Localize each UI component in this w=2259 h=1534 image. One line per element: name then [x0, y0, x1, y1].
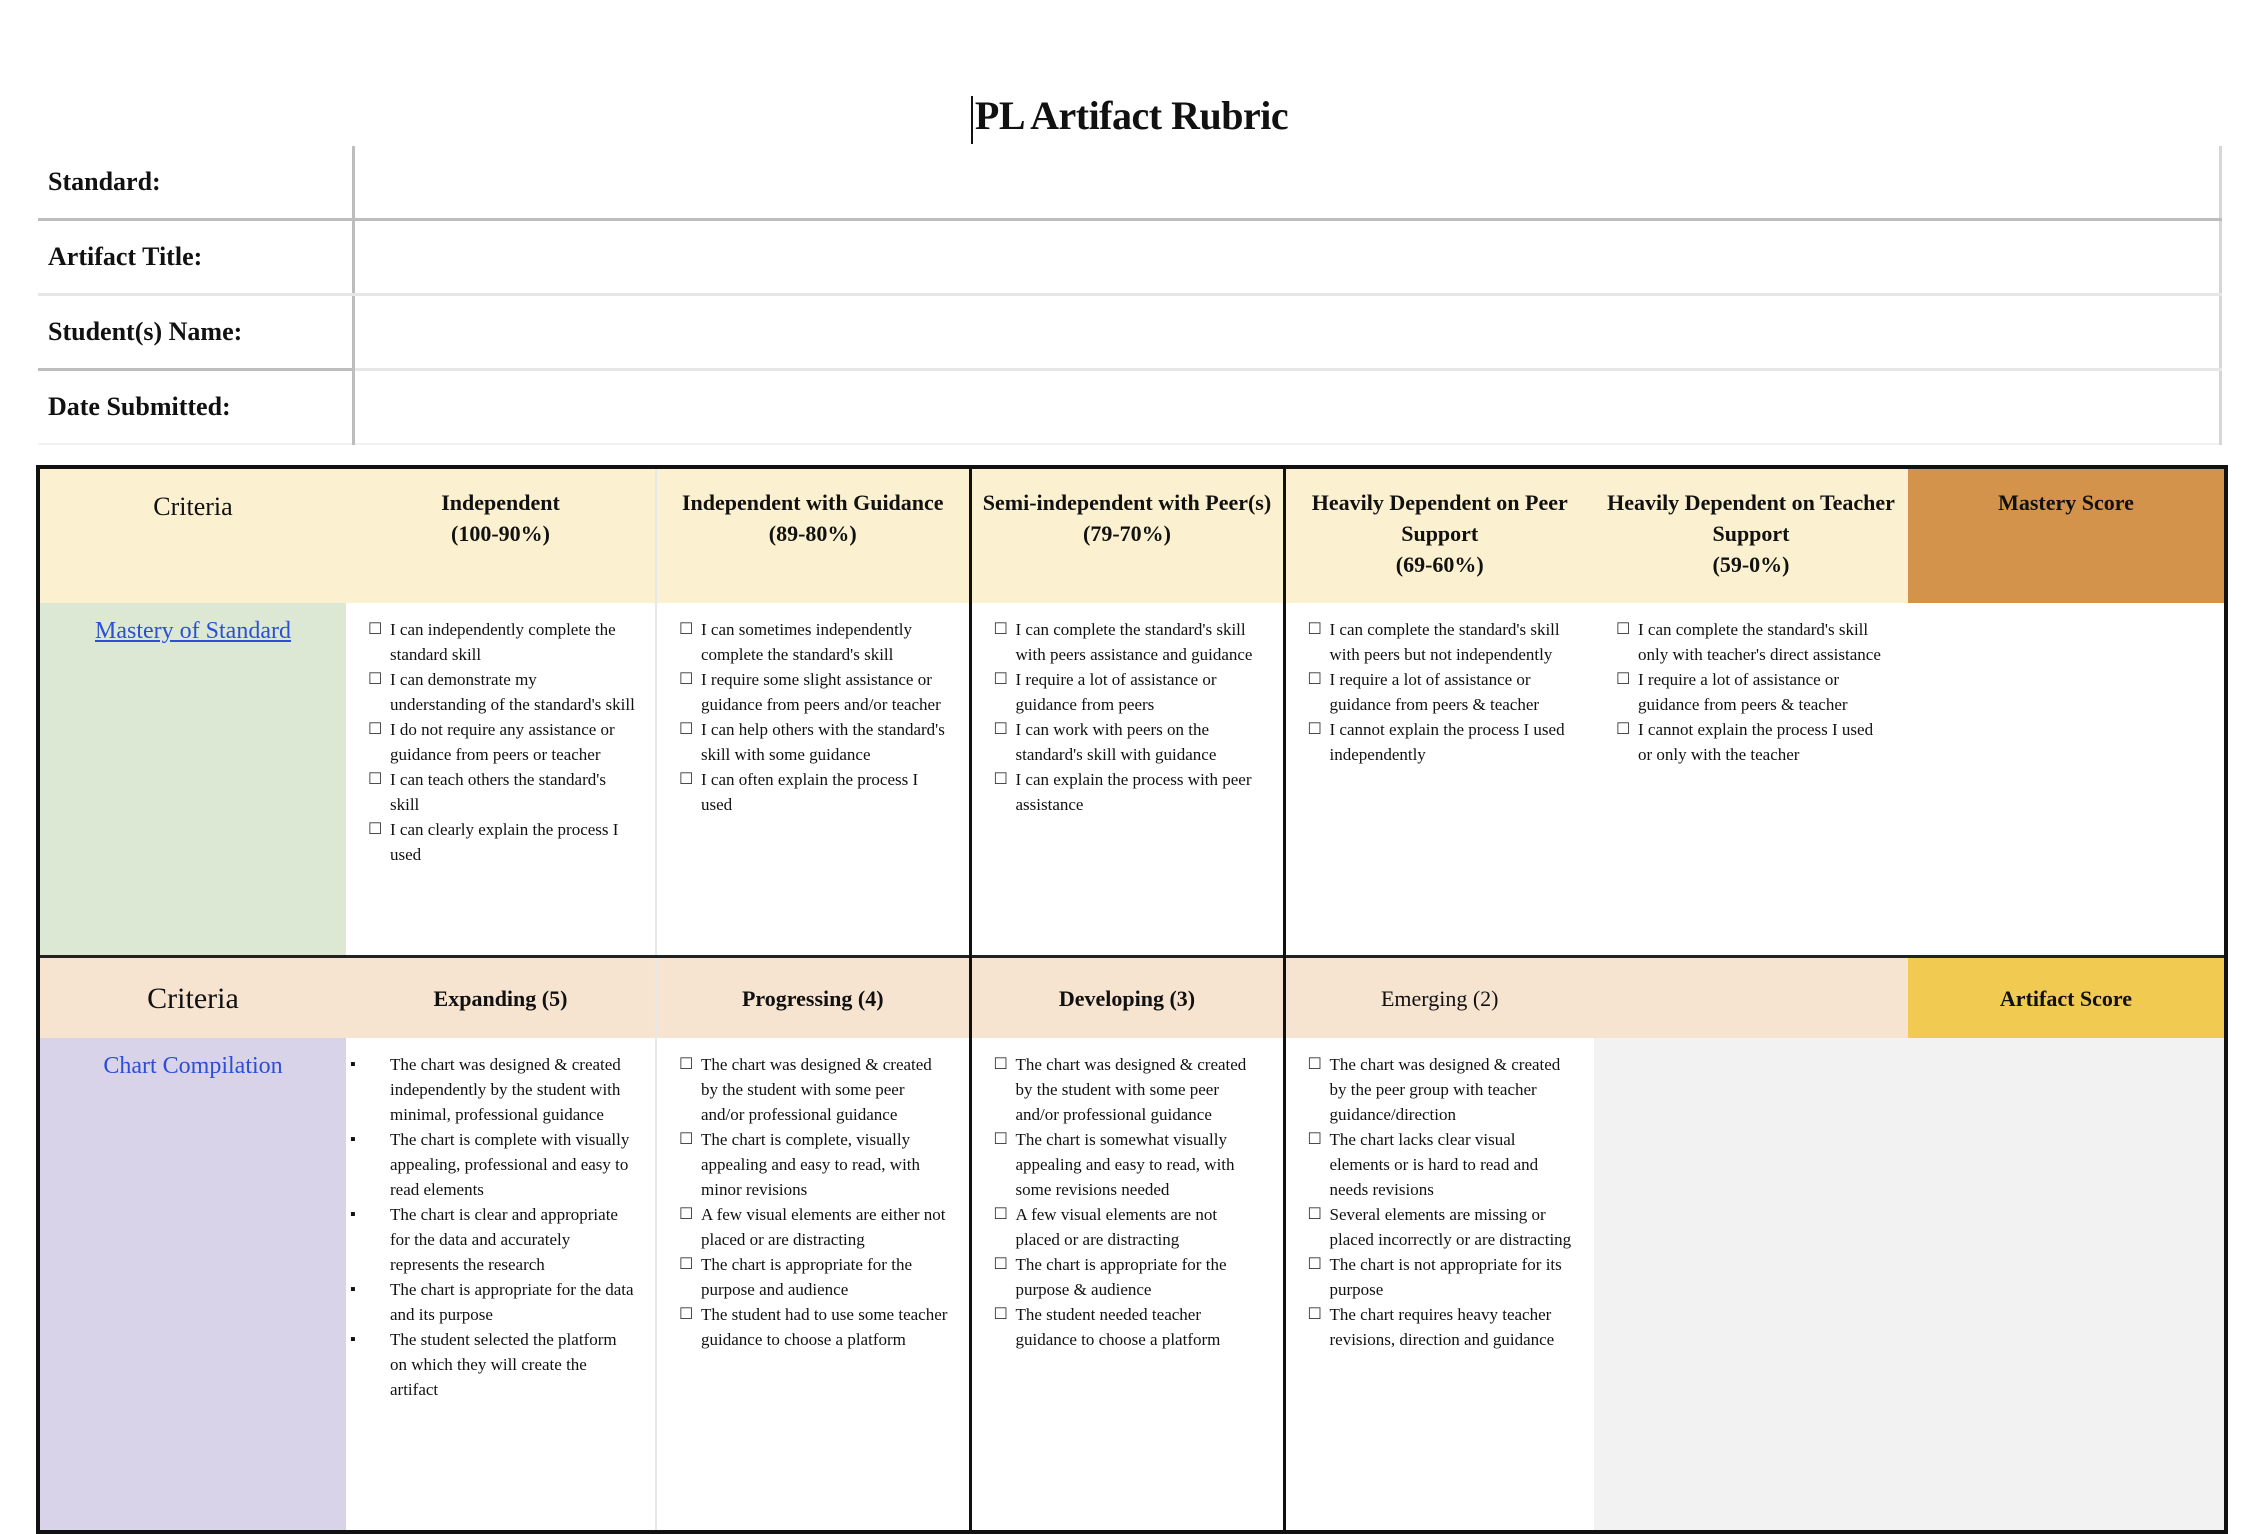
checklist-item[interactable]: ☐ The chart was designed & created by the student with some peer and/or professional guidance: [994, 1052, 1265, 1127]
level-header-progressing: Progressing (4): [656, 957, 970, 1039]
checklist-item[interactable]: ☐ The chart is not appropriate for its purpose: [1308, 1252, 1577, 1302]
descriptor-cell: [1284, 603, 1594, 957]
level-range: (69-60%): [1395, 552, 1484, 577]
date-submitted-label: Date Submitted:: [38, 370, 354, 445]
checklist-item[interactable]: ☐ The chart is complete, visually appealing and easy to read, with minor revisions: [679, 1127, 951, 1202]
level-name: Heavily Dependent on Peer Support: [1311, 490, 1568, 546]
checklist-item[interactable]: ☐ I cannot explain the process I used independently: [1308, 717, 1577, 767]
checklist-item[interactable]: ☐ The chart is appropriate for the purpose and audience: [679, 1252, 951, 1302]
level-header-peer-dependent: [1284, 467, 1594, 603]
checklist-item[interactable]: ☐ The chart was designed & created by the student with some peer and/or professional guidance: [679, 1052, 951, 1127]
level-range: (100-90%): [451, 521, 550, 546]
checklist-item[interactable]: ☐ I can work with peers on the standard's skill with guidance: [994, 717, 1265, 767]
checklist-item[interactable]: ☐ I can demonstrate my understanding of the standard's skill: [368, 667, 637, 717]
level-header-semi-independent: [970, 467, 1284, 603]
bullet-item: ▪ The chart is complete with visually appealing, professional and easy to read elements: [350, 1127, 637, 1202]
criterion-cell-chart: [38, 1038, 346, 1532]
level-range: (59-0%): [1712, 552, 1790, 577]
descriptor-cell: [1594, 603, 1908, 957]
artifact-header-row: [38, 957, 2226, 1039]
artifact-score-cell[interactable]: [1908, 1038, 2226, 1532]
descriptor-cell: [346, 603, 656, 957]
chart-compilation-link[interactable]: Chart Compilation: [103, 1053, 283, 1079]
document-title: [0, 92, 2259, 144]
level-header-developing: Developing (3): [970, 957, 1284, 1039]
info-row-artifact-title: [38, 220, 2221, 295]
empty-header-cell: [1594, 957, 1908, 1039]
artifact-score-header: Artifact Score: [1908, 957, 2226, 1039]
checklist-item[interactable]: ☐ The chart is appropriate for the purpose & audience: [994, 1252, 1265, 1302]
mastery-header-row: [38, 467, 2226, 603]
checklist-item[interactable]: ☐ I can complete the standard's skill with peers but not independently: [1308, 617, 1577, 667]
student-name-label: Student(s) Name:: [38, 295, 354, 370]
checklist-item[interactable]: ☐ I cannot explain the process I used or only with the teacher: [1616, 717, 1890, 767]
checklist-item[interactable]: ☐ I can complete the standard's skill with peers assistance and guidance: [994, 617, 1265, 667]
checklist-item[interactable]: ☐ The chart was designed & created by the peer group with teacher guidance/direction: [1308, 1052, 1577, 1127]
level-header-independent-guidance: [656, 467, 970, 603]
checklist-item[interactable]: ☐ The chart lacks clear visual elements or is hard to read and needs revisions: [1308, 1127, 1577, 1202]
checklist-item[interactable]: ☐ Several elements are missing or placed incorrectly or are distracting: [1308, 1202, 1577, 1252]
info-row-date-submitted: [38, 370, 2221, 445]
level-name: Heavily Dependent on Teacher Support: [1607, 490, 1895, 546]
criteria-header: Criteria: [38, 957, 346, 1039]
artifact-title-field[interactable]: [354, 220, 2221, 295]
checklist-item[interactable]: ☐ A few visual elements are not placed or are distracting: [994, 1202, 1265, 1252]
checklist-item[interactable]: ☐ I can clearly explain the process I used: [368, 817, 637, 867]
date-submitted-field[interactable]: [354, 370, 2221, 445]
bullet-item: ▪ The student selected the platform on which they will create the artifact: [350, 1327, 637, 1402]
checklist-item[interactable]: ☐ The chart requires heavy teacher revisions, direction and guidance: [1308, 1302, 1577, 1352]
bullet-item: ▪ The chart is appropriate for the data and its purpose: [350, 1277, 637, 1327]
rubric-table: [36, 465, 2228, 1534]
title-text: PL Artifact Rubric: [974, 93, 1289, 138]
checklist-item[interactable]: ☐ The student needed teacher guidance to choose a platform: [994, 1302, 1265, 1352]
descriptor-cell: [656, 603, 970, 957]
descriptor-cell: [970, 603, 1284, 957]
checklist-item[interactable]: ☐ I can teach others the standard's skill: [368, 767, 637, 817]
level-header-teacher-dependent: [1594, 467, 1908, 603]
mastery-of-standard-link[interactable]: Mastery of Standard: [95, 618, 291, 644]
artifact-title-label: Artifact Title:: [38, 220, 354, 295]
mastery-score-cell[interactable]: [1908, 603, 2226, 957]
level-header-emerging: Emerging (2): [1284, 957, 1594, 1039]
info-row-standard: [38, 146, 2221, 220]
criteria-header: Criteria: [38, 467, 346, 603]
checklist-item[interactable]: ☐ I require some slight assistance or guidance from peers and/or teacher: [679, 667, 951, 717]
bullet-item: ▪ The chart is clear and appropriate for the data and accurately represents the research: [350, 1202, 637, 1277]
level-name: Independent: [441, 490, 560, 515]
descriptor-cell: [656, 1038, 970, 1532]
checklist-item[interactable]: ☐ I can often explain the process I used: [679, 767, 951, 817]
artifact-row: [38, 1038, 2226, 1532]
level-header-expanding: Expanding (5): [346, 957, 656, 1039]
checklist-item[interactable]: ☐ I can help others with the standard's skill with some guidance: [679, 717, 951, 767]
descriptor-cell: [346, 1038, 656, 1532]
criterion-cell-mastery: [38, 603, 346, 957]
level-range: (89-80%): [768, 521, 857, 546]
checklist-item[interactable]: ☐ I can explain the process with peer assistance: [994, 767, 1265, 817]
checklist-item[interactable]: ☐ A few visual elements are either not placed or are distracting: [679, 1202, 951, 1252]
checklist-item[interactable]: ☐ I require a lot of assistance or guidance from peers: [994, 667, 1265, 717]
level-name: Independent with Guidance: [681, 490, 944, 515]
mastery-score-header: Mastery Score: [1908, 467, 2226, 603]
checklist-item[interactable]: ☐ I can complete the standard's skill only with teacher's direct assistance: [1616, 617, 1890, 667]
info-table: [38, 146, 2222, 445]
checklist-item[interactable]: ☐ The student had to use some teacher guidance to choose a platform: [679, 1302, 951, 1352]
info-row-student-name: [38, 295, 2221, 370]
standard-label: Standard:: [38, 146, 354, 220]
checklist-item[interactable]: ☐ I can independently complete the standard skill: [368, 617, 637, 667]
mastery-row: [38, 603, 2226, 957]
empty-descriptor-cell: [1594, 1038, 1908, 1532]
bullet-item: ▪ The chart was designed & created independently by the student with minimal, professional guidance: [350, 1052, 637, 1127]
checklist-item[interactable]: ☐ I require a lot of assistance or guidance from peers & teacher: [1308, 667, 1577, 717]
standard-field[interactable]: [354, 146, 2221, 220]
checklist-item[interactable]: ☐ I can sometimes independently complete the standard's skill: [679, 617, 951, 667]
student-name-field[interactable]: [354, 295, 2221, 370]
level-range: (79-70%): [1083, 521, 1171, 546]
descriptor-cell: [1284, 1038, 1594, 1532]
text-cursor: [971, 96, 973, 144]
checklist-item[interactable]: ☐ The chart is somewhat visually appealing and easy to read, with some revisions needed: [994, 1127, 1265, 1202]
level-name: Semi-independent with Peer(s): [982, 490, 1272, 515]
checklist-item[interactable]: ☐ I require a lot of assistance or guidance from peers & teacher: [1616, 667, 1890, 717]
level-header-independent: [346, 467, 656, 603]
checklist-item[interactable]: ☐ I do not require any assistance or guidance from peers or teacher: [368, 717, 637, 767]
descriptor-cell: [970, 1038, 1284, 1532]
